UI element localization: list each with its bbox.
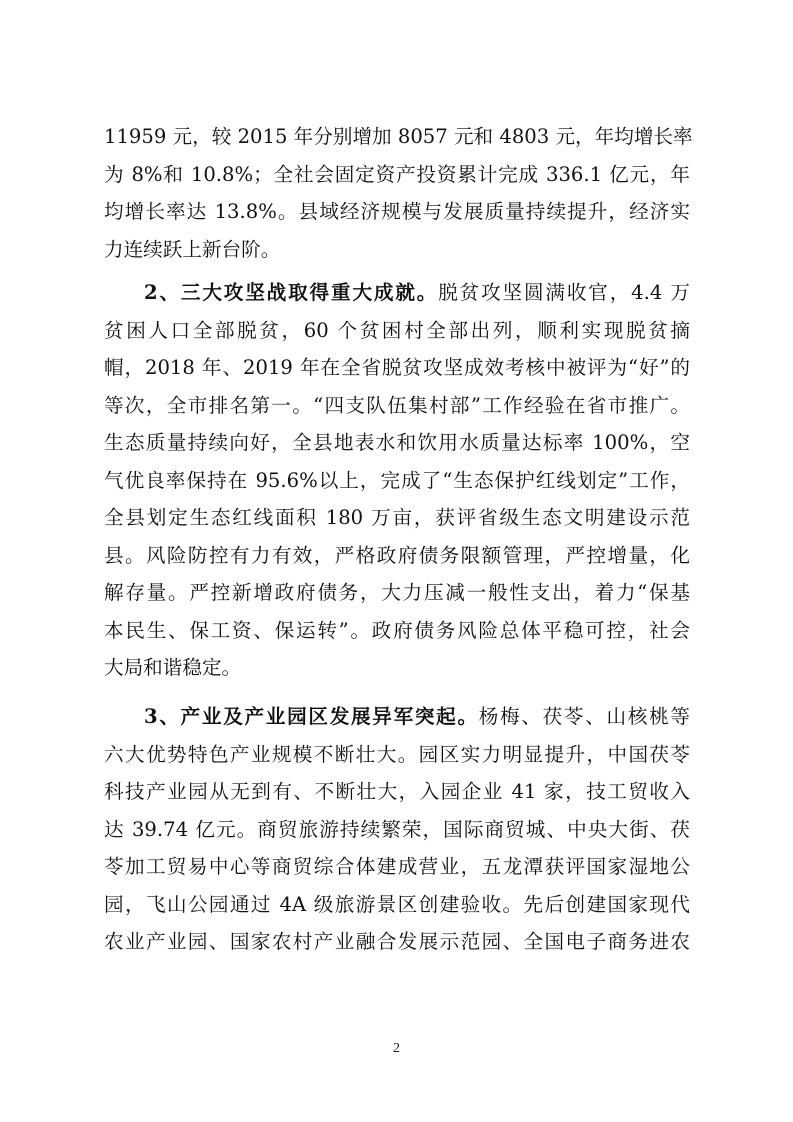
text-line: 贫困人口全部脱贫，60 个贫困村全部出列，顺利实现脱贫摘: [104, 318, 690, 342]
text-line: 县。风险防控有力有效，严格政府债务限额管理，严控增量，化: [104, 543, 690, 567]
text-line: 本民生、保工资、保运转”。政府债务风险总体平稳可控，社会: [104, 618, 690, 642]
text-line: 科技产业园从无到有、不断壮大，入园企业 41 家，技工贸收入: [104, 780, 690, 803]
text-line: 农业产业园、国家农村产业融合发展示范园、全国电子商务进农: [104, 930, 690, 953]
text-line: 全县划定生态红线面积 180 万亩，获评省级生态文明建设示范: [104, 506, 690, 529]
text-line: 解存量。严控新增政府债务，大力压减一般性支出，着力“保基: [104, 581, 690, 604]
page-number: 2: [393, 1041, 400, 1056]
text-line: 苓加工贸易中心等商贸综合体建成营业，五龙潭获评国家湿地公: [104, 855, 690, 878]
section-heading: 2、三大攻坚战取得重大成就。: [144, 281, 439, 304]
text-line: 达 39.74 亿元。商贸旅游持续繁荣，国际商贸城、中央大街、茯: [104, 817, 690, 841]
section-heading-line: 2、三大攻坚战取得重大成就。脱贫攻坚圆满收官，4.4 万: [144, 281, 690, 304]
text-line: 帽，2018 年、2019 年在全省脱贫攻坚成效考核中被评为“好”的: [104, 356, 690, 379]
text-line: 生态质量持续向好，全县地表水和饮用水质量达标率 100%，空: [104, 431, 690, 454]
text-line: 园，飞山公园通过 4A 级旅游景区创建验收。先后创建国家现代: [104, 892, 690, 916]
section-heading-line: 3、产业及产业园区发展异军突起。杨梅、茯苓、山核桃等: [144, 705, 690, 728]
section-heading: 3、产业及产业园区发展异军突起。: [144, 705, 479, 728]
text-line: 气优良率保持在 95.6%以上，完成了“生态保护红线划定”工作，: [104, 468, 690, 492]
text-line: 大局和谐稳定。: [104, 656, 242, 679]
text-line: 六大优势特色产业规模不断壮大。园区实力明显提升，中国茯苓: [104, 742, 690, 766]
text-line: 等次，全市排名第一。“四支队伍集村部”工作经验在省市推广。: [104, 393, 690, 417]
text-line: 11959 元，较 2015 年分别增加 8057 元和 4803 元，年均增长率: [104, 125, 693, 148]
text-line: 为 8%和 10.8%；全社会固定资产投资累计完成 336.1 亿元，年: [104, 162, 690, 186]
text-line: 力连续跃上新台阶。: [104, 237, 281, 261]
text-line: 均增长率达 13.8%。县域经济规模与发展质量持续提升，经济实: [104, 200, 690, 223]
